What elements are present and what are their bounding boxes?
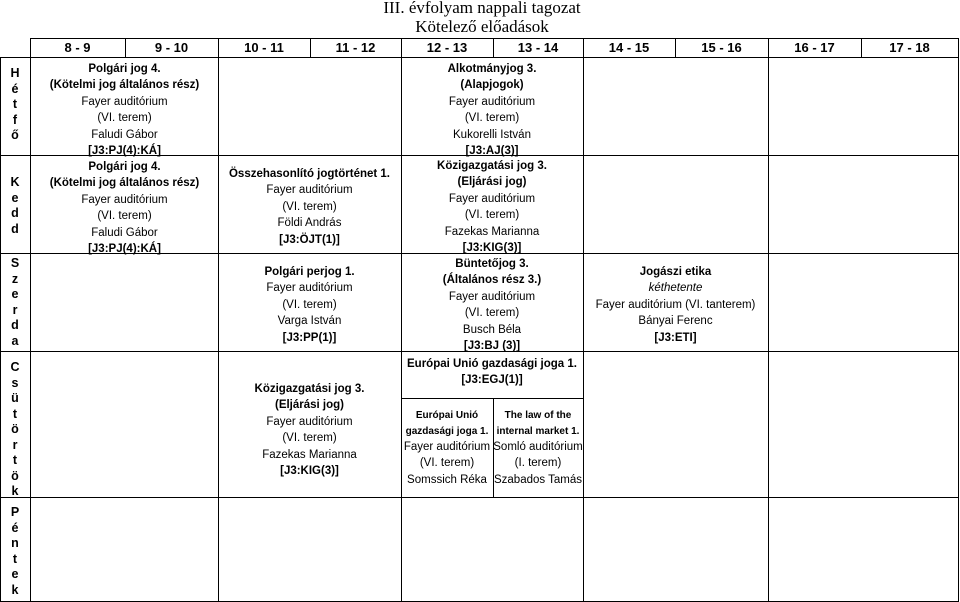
day-letter: e (11, 567, 19, 581)
time-slot-header: 13 - 14 (517, 40, 559, 55)
course-room: Fayer auditórium (448, 95, 536, 108)
course-code: [J3:BJ (3)] (463, 340, 521, 353)
page-subtitle: Kötelező előadások (415, 17, 549, 36)
course-admin-law-thursday (218, 381, 401, 479)
course-teacher: Fazekas Marianna (444, 225, 540, 238)
day-letter: ö (11, 468, 19, 483)
course-teacher: Faludi Gábor (91, 128, 158, 141)
course-room: Fayer auditórium (VI. tanterem) (595, 298, 756, 311)
grid-line (958, 38, 959, 602)
course-room-number: (VI. terem) (464, 209, 520, 222)
day-label-tuesday (7, 175, 23, 237)
day-letter: z (11, 271, 19, 286)
course-title: gazdasági joga 1. (405, 425, 489, 437)
course-room: Fayer auditórium (81, 95, 168, 108)
day-letter: ő (11, 128, 19, 142)
day-letter: d (11, 221, 19, 236)
grid-line (0, 497, 959, 498)
course-code: [J3:PP(1)] (282, 331, 337, 344)
course-title: Alkotmányjog 3. (447, 63, 537, 75)
grid-line (401, 398, 583, 399)
course-title: Jogászi etika (639, 266, 712, 278)
course-room-number: (VI. terem) (464, 112, 520, 125)
day-letter: e (11, 190, 19, 205)
grid-line (0, 57, 1, 602)
time-slot-header: 8 - 9 (64, 40, 91, 55)
course-title: The law of the (504, 410, 572, 421)
course-room: Somló auditórium (493, 441, 583, 453)
day-label-wednesday (7, 256, 23, 349)
day-letter: é (11, 520, 19, 535)
day-letter: k (11, 484, 19, 498)
course-eu-economic-law-thursday (401, 356, 583, 389)
course-civil-law-tuesday (31, 159, 218, 257)
course-legal-history-tuesday (218, 166, 401, 248)
day-letter: t (12, 453, 18, 467)
time-slot-header: 11 - 12 (335, 40, 376, 55)
day-letter: ü (11, 391, 19, 405)
time-slot-header: 16 - 17 (794, 40, 835, 55)
day-letter: K (10, 175, 20, 189)
course-title: Közigazgatási jog 3. (254, 383, 365, 395)
day-letter: é (11, 81, 19, 96)
course-code: [J3:KIG(3)] (280, 465, 339, 478)
course-room: Fayer auditórium (448, 290, 536, 303)
course-room-number: (VI. terem) (97, 112, 152, 125)
course-subtitle: (Eljárási jog) (457, 176, 527, 189)
course-teacher: Somssich Réka (407, 473, 487, 486)
course-room-number: (VI. terem) (464, 307, 520, 320)
course-room: Fayer auditórium (403, 441, 491, 453)
course-teacher: Fazekas Marianna (262, 448, 357, 461)
day-letter: S (10, 256, 20, 270)
course-title: Polgári perjog 1. (264, 266, 355, 278)
course-title: Európai Unió gazdasági joga 1. (407, 358, 577, 370)
day-letter: t (12, 97, 18, 111)
course-room-number: (VI. terem) (282, 432, 337, 445)
day-letter: d (11, 318, 19, 332)
course-teacher: Varga István (277, 315, 342, 328)
course-title: Összehasonlító jogtörténet 1. (228, 168, 391, 180)
course-room: Fayer auditórium (266, 282, 353, 295)
course-room: Fayer auditórium (81, 193, 168, 206)
course-room-number: (VI. terem) (419, 457, 475, 470)
time-slot-header: 10 - 11 (244, 40, 284, 55)
day-letter: t (12, 551, 18, 566)
course-code: [J3:ETI] (654, 331, 697, 344)
day-letter: e (11, 287, 19, 301)
day-letter: C (10, 360, 20, 374)
course-code: [J3:PJ(4):KÁ] (88, 243, 161, 256)
course-subtitle: (Kötelmi jog általános rész) (49, 177, 200, 190)
time-slot-header: 17 - 18 (889, 40, 930, 55)
time-slot-header: 9 - 10 (154, 40, 189, 55)
course-eu-group-left (401, 408, 493, 488)
course-constitutional-law-monday (401, 61, 583, 159)
course-teacher: Szabados Tamás (493, 473, 582, 486)
time-slot-header: 15 - 16 (701, 40, 742, 55)
course-subtitle: (Alapjogok) (460, 79, 524, 92)
day-letter: P (10, 505, 20, 519)
course-room-number: (VI. terem) (282, 298, 337, 311)
course-title: Polgári jog 4. (88, 161, 161, 173)
day-letter: r (12, 302, 18, 317)
time-slot-header: 14 - 15 (608, 40, 650, 55)
course-title: internal market 1. (496, 425, 580, 437)
course-civil-procedure-wednesday (218, 264, 401, 346)
day-letter: s (11, 375, 19, 390)
course-title: Közigazgatási jog 3. (437, 160, 547, 172)
course-code: [J3:EGJ(1)] (461, 374, 523, 387)
course-room: Fayer auditórium (448, 192, 536, 205)
day-letter: n (11, 536, 19, 550)
course-criminal-law-wednesday (401, 256, 583, 354)
page-title: III. évfolyam nappali tagozat (383, 0, 581, 17)
day-letter: k (11, 582, 19, 597)
course-code: [J3:PJ(4):KÁ] (88, 145, 161, 158)
course-teacher: Busch Béla (462, 323, 522, 336)
course-teacher: Földi András (277, 217, 342, 230)
day-label-friday (7, 505, 23, 598)
course-title: Európai Unió (415, 410, 479, 421)
course-eu-group-right (493, 408, 583, 488)
course-subtitle: (Eljárási jog) (274, 399, 345, 412)
day-letter: t (12, 406, 18, 421)
course-teacher: Bányai Ferenc (638, 315, 713, 328)
day-letter: d (11, 206, 19, 220)
course-teacher: Kukorelli István (453, 128, 531, 141)
course-room: Fayer auditórium (266, 184, 353, 197)
course-room-number: (VI. terem) (97, 210, 152, 223)
course-room-number: (I. terem) (514, 457, 562, 470)
course-code: [J3:KIG(3)] (462, 242, 522, 255)
course-title: Polgári jog 4. (88, 63, 161, 75)
day-letter: H (10, 66, 20, 80)
course-admin-law-tuesday (401, 158, 583, 256)
course-legal-ethics-wednesday (583, 264, 768, 346)
course-room: Fayer auditórium (266, 415, 353, 428)
grid-line (768, 38, 769, 602)
day-label-thursday (7, 360, 23, 500)
course-room-number: (VI. terem) (282, 200, 337, 213)
course-subtitle: (Kötelmi jog általános rész) (49, 79, 200, 92)
day-letter: ö (11, 422, 19, 436)
course-subtitle: (Általános rész 3.) (442, 274, 542, 287)
course-civil-law-monday (31, 61, 218, 159)
day-letter: f (12, 112, 18, 127)
course-teacher: Faludi Gábor (91, 226, 158, 239)
grid-line (0, 57, 959, 58)
course-note: kéthetente (648, 282, 703, 295)
course-code: [J3:AJ(3)] (465, 145, 519, 158)
time-slot-header: 12 - 13 (426, 40, 468, 55)
day-letter: r (12, 437, 18, 452)
course-title: Büntetőjog 3. (455, 258, 529, 270)
day-letter: a (11, 333, 19, 348)
course-code: [J3:ÖJT(1)] (279, 233, 340, 246)
day-label-monday (7, 66, 23, 144)
